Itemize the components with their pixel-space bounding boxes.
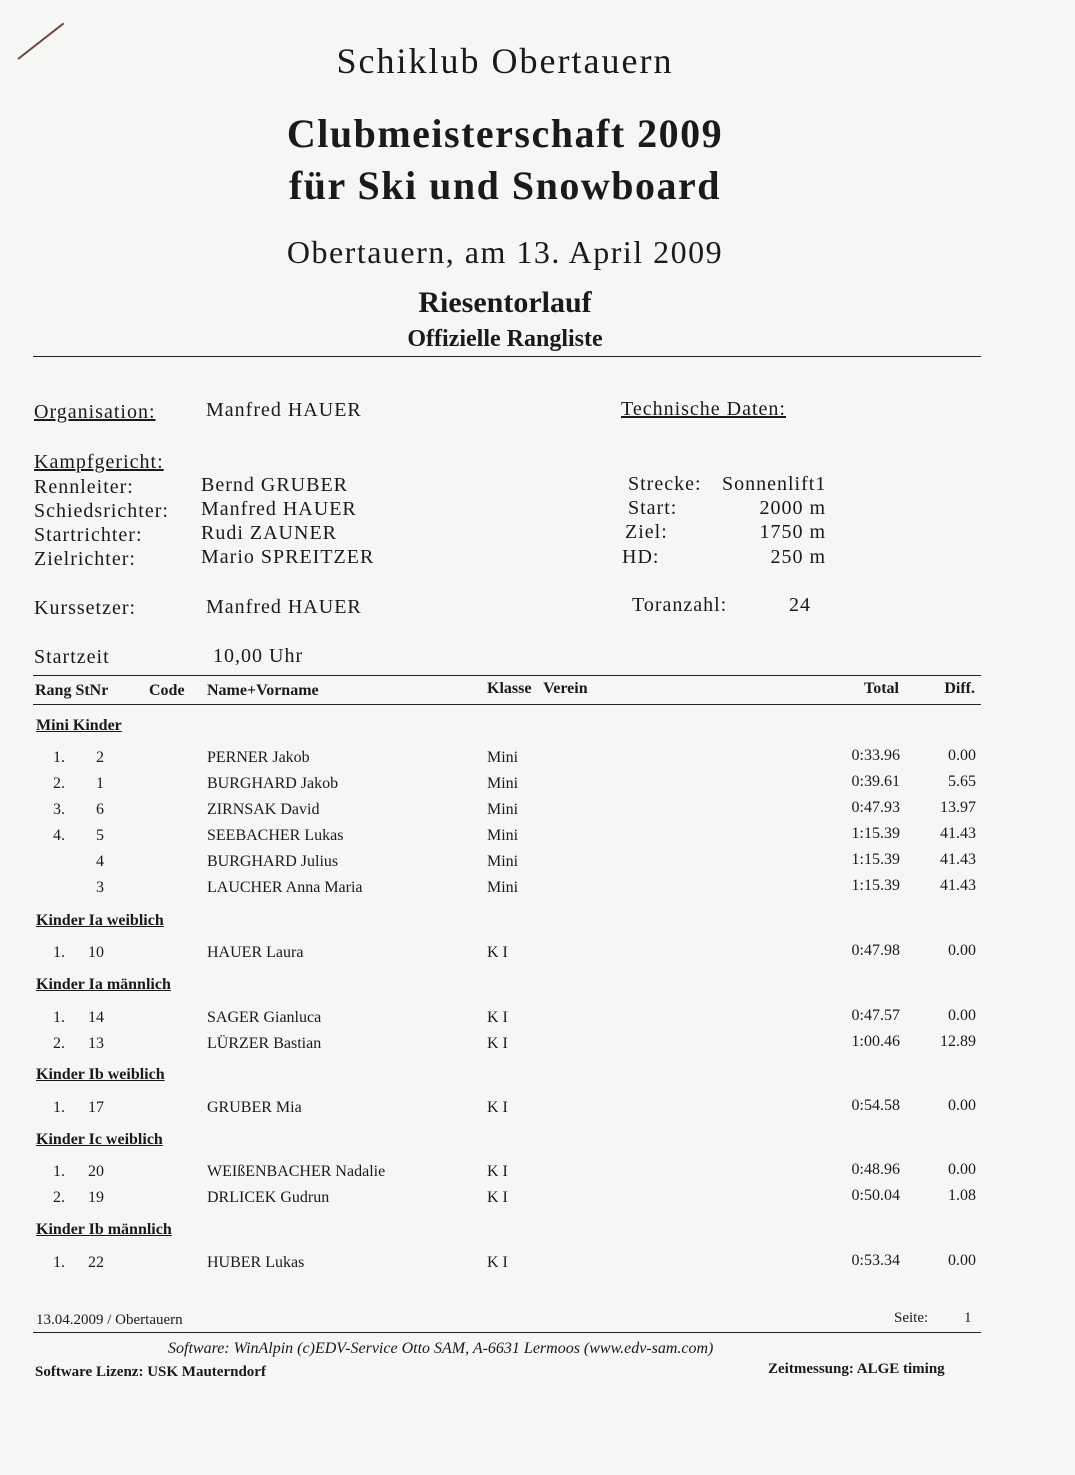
- row-rank: 2.: [53, 775, 65, 792]
- start-time-value: 10,00 Uhr: [213, 645, 304, 667]
- start-time-label: Startzeit: [34, 646, 110, 668]
- row-rank: 2.: [53, 1035, 65, 1052]
- row-start-number: 13: [88, 1035, 104, 1052]
- category-title: Kinder Ib männlich: [36, 1221, 172, 1238]
- category-title: Kinder Ib weiblich: [36, 1066, 165, 1083]
- row-total: 0:33.96: [851, 747, 900, 764]
- row-rank: 1.: [53, 944, 65, 961]
- row-diff: 0.00: [948, 942, 976, 959]
- row-start-number: 3: [96, 879, 104, 896]
- row-class: Mini: [487, 749, 519, 766]
- jury-role-label: Rennleiter:: [34, 476, 134, 498]
- row-rank: 1.: [53, 1009, 65, 1026]
- race-type: Riesentorlauf: [418, 286, 592, 319]
- row-diff: 12.89: [940, 1033, 976, 1050]
- col-diff: Diff.: [944, 680, 975, 697]
- footer-timing: Zeitmessung: ALGE timing: [768, 1361, 945, 1377]
- row-name: HAUER Laura: [207, 944, 304, 961]
- row-start-number: 22: [88, 1254, 104, 1271]
- row-rank: 1.: [53, 1099, 65, 1116]
- row-total: 0:50.04: [851, 1187, 900, 1204]
- row-class: K I: [487, 1009, 508, 1026]
- row-diff: 41.43: [940, 825, 976, 842]
- row-start-number: 1: [96, 775, 104, 792]
- row-diff: 0.00: [948, 1252, 976, 1269]
- row-start-number: 20: [88, 1163, 104, 1180]
- place-date: Obertauern, am 13. April 2009: [286, 234, 724, 270]
- row-diff: 13.97: [940, 799, 976, 816]
- row-start-number: 5: [96, 827, 104, 844]
- setter-label: Kurssetzer:: [34, 597, 137, 619]
- category-title: Kinder Ia weiblich: [36, 912, 164, 929]
- row-class: K I: [487, 944, 508, 961]
- category-title: Kinder Ia männlich: [36, 976, 171, 993]
- setter-value: Manfred HAUER: [206, 596, 362, 618]
- row-total: 1:15.39: [851, 877, 900, 894]
- row-total: 1:15.39: [851, 825, 900, 842]
- row-diff: 1.08: [948, 1187, 976, 1204]
- row-start-number: 17: [88, 1099, 104, 1116]
- row-class: K I: [487, 1099, 508, 1116]
- row-class: Mini: [487, 775, 519, 792]
- row-class: K I: [487, 1189, 508, 1206]
- row-name: BURGHARD Julius: [207, 853, 339, 870]
- jury-role-label: Startrichter:: [34, 524, 143, 546]
- event-title-line1: Clubmeisterschaft 2009: [286, 111, 724, 156]
- row-total: 1:15.39: [851, 851, 900, 868]
- row-class: Mini: [487, 853, 519, 870]
- organisation-value: Manfred HAUER: [206, 399, 362, 421]
- footer-page-label: Seite:: [894, 1310, 929, 1326]
- row-name: LÜRZER Bastian: [207, 1035, 322, 1052]
- row-rank: 1.: [53, 1163, 65, 1180]
- row-name: BURGHARD Jakob: [207, 775, 339, 792]
- course-value: Sonnenlift1: [722, 473, 827, 495]
- club-name: Schiklub Obertauern: [336, 41, 674, 81]
- row-class: Mini: [487, 801, 519, 818]
- jury-role-label: Schiedsrichter:: [34, 500, 169, 522]
- row-start-number: 14: [88, 1009, 104, 1026]
- row-start-number: 2: [96, 749, 104, 766]
- row-diff: 0.00: [948, 747, 976, 764]
- row-name: SEEBACHER Lukas: [207, 827, 344, 844]
- jury-member-name: Rudi ZAUNER: [201, 522, 337, 544]
- row-rank: 2.: [53, 1189, 65, 1206]
- row-start-number: 6: [96, 801, 104, 818]
- row-name: ZIRNSAK David: [207, 801, 320, 818]
- row-total: 0:54.58: [851, 1097, 900, 1114]
- course-value: 2000 m: [759, 497, 826, 519]
- course-value: 250 m: [770, 546, 826, 568]
- category-title: Kinder Ic weiblich: [36, 1131, 163, 1148]
- row-rank: 4.: [53, 827, 65, 844]
- course-value: 1750 m: [759, 521, 826, 543]
- row-diff: 5.65: [948, 773, 976, 790]
- col-klasse-verein: Klasse Verein: [487, 680, 588, 697]
- footer-software: Software: WinAlpin (c)EDV-Service Otto SAM, A-6631 Lermoos (www.edv-sam.com): [168, 1340, 714, 1357]
- gates-value: 24: [789, 594, 811, 616]
- jury-label: Kampfgericht:: [34, 451, 164, 473]
- row-total: 0:47.98: [851, 942, 900, 959]
- row-diff: 0.00: [948, 1161, 976, 1178]
- col-rang-stnr: Rang StNr: [35, 682, 109, 699]
- row-name: PERNER Jakob: [207, 749, 310, 766]
- row-total: 1:00.46: [851, 1033, 900, 1050]
- row-name: HUBER Lukas: [207, 1254, 305, 1271]
- row-class: K I: [487, 1254, 508, 1271]
- footer-divider: [33, 1332, 981, 1333]
- row-diff: 41.43: [940, 851, 976, 868]
- row-start-number: 19: [88, 1189, 104, 1206]
- row-diff: 41.43: [940, 877, 976, 894]
- col-total: Total: [864, 680, 899, 697]
- row-total: 0:39.61: [851, 773, 900, 790]
- table-top-divider: [33, 675, 981, 676]
- course-label: Strecke:: [628, 473, 702, 495]
- row-rank: 3.: [53, 801, 65, 818]
- row-class: K I: [487, 1163, 508, 1180]
- table-header-divider: [33, 704, 981, 705]
- jury-member-name: Mario SPREITZER: [201, 546, 375, 568]
- category-title: Mini Kinder: [36, 717, 122, 734]
- row-start-number: 10: [88, 944, 104, 961]
- row-diff: 0.00: [948, 1007, 976, 1024]
- row-name: DRLICEK Gudrun: [207, 1189, 330, 1206]
- row-rank: 1.: [53, 749, 65, 766]
- header-divider: [33, 356, 981, 357]
- course-label: HD:: [622, 546, 660, 568]
- row-diff: 0.00: [948, 1097, 976, 1114]
- row-name: LAUCHER Anna Maria: [207, 879, 363, 896]
- col-code: Code: [149, 682, 185, 699]
- jury-role-label: Zielrichter:: [34, 548, 136, 570]
- footer-license: Software Lizenz: USK Mauterndorf: [35, 1364, 266, 1380]
- course-label: Ziel:: [625, 521, 668, 543]
- gates-label: Toranzahl:: [632, 594, 728, 616]
- jury-member-name: Bernd GRUBER: [201, 474, 348, 496]
- row-class: K I: [487, 1035, 508, 1052]
- event-title-line2: für Ski und Snowboard: [288, 163, 722, 208]
- list-title: Offizielle Rangliste: [407, 326, 603, 352]
- row-total: 0:47.93: [851, 799, 900, 816]
- row-name: SAGER Gianluca: [207, 1009, 322, 1026]
- course-label: Start:: [628, 497, 678, 519]
- row-class: Mini: [487, 827, 519, 844]
- footer-date-place: 13.04.2009 / Obertauern: [36, 1312, 183, 1328]
- row-total: 0:48.96: [851, 1161, 900, 1178]
- technical-data-label: Technische Daten:: [621, 398, 786, 420]
- footer-page-number: 1: [964, 1310, 972, 1326]
- col-name: Name+Vorname: [207, 682, 319, 699]
- row-total: 0:47.57: [851, 1007, 900, 1024]
- row-name: GRUBER Mia: [207, 1099, 302, 1116]
- row-name: WEIßENBACHER Nadalie: [207, 1163, 386, 1180]
- jury-member-name: Manfred HAUER: [201, 498, 357, 520]
- row-total: 0:53.34: [851, 1252, 900, 1269]
- organisation-label: Organisation:: [34, 401, 156, 423]
- row-rank: 1.: [53, 1254, 65, 1271]
- row-class: Mini: [487, 879, 519, 896]
- row-start-number: 4: [96, 853, 104, 870]
